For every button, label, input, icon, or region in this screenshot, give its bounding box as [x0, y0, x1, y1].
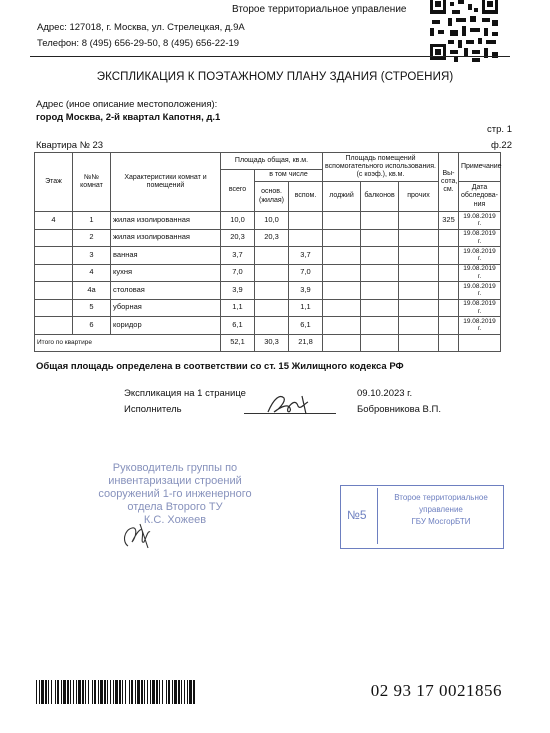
cell-desc: жилая изолированная: [111, 229, 221, 247]
cell-balcony: [361, 247, 399, 265]
stamp-text-line: Второе территориальное: [394, 493, 488, 502]
totals-aux: 21,8: [289, 334, 323, 352]
cell-balcony: [361, 212, 399, 230]
stamp-line: Руководитель группы по: [112, 462, 238, 474]
org-address: Адрес: 127018, г. Москва, ул. Стрелецкая, д.9А: [37, 22, 245, 33]
header-other: прочих: [399, 182, 439, 212]
table-row: [35, 229, 501, 247]
registration-number: 02 93 17 0021856: [370, 681, 502, 700]
totals-total: 52,1: [221, 334, 255, 352]
header-aux: вспом.: [289, 182, 323, 212]
cell-total: 1,1: [221, 299, 255, 317]
cell-other: [399, 317, 439, 335]
header-height: Вы-сота, см.: [439, 153, 459, 212]
header-aux-area: Площадь помещений вспомогательного использования.(с коэф.), кв.м.: [323, 153, 439, 182]
page-number: стр. 1: [487, 124, 512, 135]
cell-other: [399, 212, 439, 230]
cell-aux: 6,1: [289, 317, 323, 335]
cell-height: [439, 317, 459, 335]
totals-main: 30,3: [255, 334, 289, 352]
cell-desc: уборная: [111, 299, 221, 317]
cell-room: 2: [73, 229, 111, 247]
cell-balcony: [361, 299, 399, 317]
header-room-no: №№ комнат: [73, 153, 111, 212]
cell-balcony: [361, 282, 399, 300]
cell-desc: коридор: [111, 317, 221, 335]
table-row: [35, 264, 501, 282]
cell-floor: [35, 229, 73, 247]
cell-date: 19.08.2019 г.: [459, 282, 501, 300]
cell-floor: [35, 264, 73, 282]
cell-room: 4а: [73, 282, 111, 300]
cell-date: 19.08.2019 г.: [459, 264, 501, 282]
cell-desc: кухня: [111, 264, 221, 282]
stamp-text: [381, 492, 501, 528]
bti-stamp: [340, 485, 504, 549]
cell-loggia: [323, 212, 361, 230]
cell-other: [399, 282, 439, 300]
cell-total: 3,9: [221, 282, 255, 300]
stamp-number: №5: [347, 508, 367, 522]
cell-aux: 3,7: [289, 247, 323, 265]
cell-room: 4: [73, 264, 111, 282]
cell-aux: 3,9: [289, 282, 323, 300]
stamp-line: сооружений 1-го инженерного: [98, 488, 252, 500]
cell-main: [255, 299, 289, 317]
cell-height: [439, 282, 459, 300]
cell-floor: [35, 247, 73, 265]
cell-main: [255, 247, 289, 265]
cell-other: [399, 299, 439, 317]
cell-date: 19.08.2019 г.: [459, 212, 501, 230]
signature-date: 09.10.2023 г.: [357, 388, 413, 399]
address-label: Адрес (иное описание местоположения):: [36, 99, 218, 110]
header-characteristics: Характеристики комнат и помещений: [111, 153, 221, 212]
cell-total: 6,1: [221, 317, 255, 335]
table-row: [35, 317, 501, 335]
group-leader-stamp: [80, 462, 270, 527]
area-note: Общая площадь определена в соответствии со ст. 15 Жилищного кодекса РФ: [36, 361, 404, 372]
cell-main: 20,3: [255, 229, 289, 247]
cell-room: 3: [73, 247, 111, 265]
cell-aux: [289, 212, 323, 230]
totals-label: Итого по квартире: [35, 334, 221, 352]
header-total: всего: [221, 170, 255, 212]
cell-floor: 4: [35, 212, 73, 230]
stamp-divider: [377, 488, 378, 544]
cell-balcony: [361, 229, 399, 247]
header-survey-date: Дата обследова-ния: [459, 182, 501, 212]
cell-date: 19.08.2019 г.: [459, 317, 501, 335]
cell-floor: [35, 317, 73, 335]
executor-label: Исполнитель: [124, 404, 182, 415]
cell-height: [439, 247, 459, 265]
address-value: город Москва, 2-й квартал Капотня, д.1: [36, 112, 221, 123]
cell-room: 5: [73, 299, 111, 317]
barcode-icon: [36, 680, 196, 704]
cell-main: [255, 317, 289, 335]
cell-main: [255, 264, 289, 282]
cell-height: [439, 299, 459, 317]
cell-desc: жилая изолированная: [111, 212, 221, 230]
cell-loggia: [323, 229, 361, 247]
table-row: [35, 299, 501, 317]
header-incl: в том числе: [255, 170, 323, 182]
cell-main: [255, 282, 289, 300]
header-total-area: Площадь общая, кв.м.: [221, 153, 323, 170]
totals-row: [35, 334, 501, 352]
cell-loggia: [323, 282, 361, 300]
cell-aux: 7,0: [289, 264, 323, 282]
cell-date: 19.08.2019 г.: [459, 247, 501, 265]
qr-code-icon: [428, 0, 500, 62]
header-divider: [30, 56, 510, 57]
cell-height: 325: [439, 212, 459, 230]
cell-total: 10,0: [221, 212, 255, 230]
cell-floor: [35, 299, 73, 317]
org-name: Второе территориальное управление: [232, 4, 407, 15]
leader-signature-icon: [118, 520, 158, 552]
cell-total: 3,7: [221, 247, 255, 265]
cell-balcony: [361, 317, 399, 335]
header-balcony: балконов: [361, 182, 399, 212]
cell-height: [439, 264, 459, 282]
table-row: [35, 212, 501, 230]
cell-loggia: [323, 317, 361, 335]
cell-loggia: [323, 299, 361, 317]
cell-loggia: [323, 247, 361, 265]
header-note: Примечание: [459, 153, 501, 182]
header-loggia: лоджий: [323, 182, 361, 212]
stamp-text-line: управление: [419, 505, 463, 514]
cell-other: [399, 247, 439, 265]
stamp-text-line: ГБУ МосгорБТИ: [411, 517, 471, 526]
table-row: [35, 282, 501, 300]
cell-room: 1: [73, 212, 111, 230]
cell-balcony: [361, 264, 399, 282]
cell-date: 19.08.2019 г.: [459, 229, 501, 247]
signature-icon: [262, 392, 326, 418]
cell-aux: 1,1: [289, 299, 323, 317]
org-phone: Телефон: 8 (495) 656-29-50, 8 (495) 656-22-19: [37, 38, 240, 49]
cell-total: 20,3: [221, 229, 255, 247]
stamp-line: К.С. Хожеев: [143, 514, 207, 526]
cell-other: [399, 264, 439, 282]
stamp-line: отдела Второго ТУ: [127, 501, 223, 513]
form-code: ф.22: [490, 140, 512, 151]
cell-aux: [289, 229, 323, 247]
cell-desc: ванная: [111, 247, 221, 265]
cell-date: 19.08.2019 г.: [459, 299, 501, 317]
explication-table: [34, 152, 501, 352]
cell-other: [399, 229, 439, 247]
cell-room: 6: [73, 317, 111, 335]
cell-main: 10,0: [255, 212, 289, 230]
cell-floor: [35, 282, 73, 300]
apartment-number: Квартира № 23: [36, 140, 104, 151]
cell-total: 7,0: [221, 264, 255, 282]
stamp-line: инвентаризации строений: [108, 475, 242, 487]
cell-desc: столовая: [111, 282, 221, 300]
table-row: [35, 247, 501, 265]
pages-label: Экспликация на 1 странице: [124, 388, 246, 399]
document-title: ЭКСПЛИКАЦИЯ К ПОЭТАЖНОМУ ПЛАНУ ЗДАНИЯ (СТРОЕНИЯ): [96, 71, 454, 83]
header-floor: Этаж: [35, 153, 73, 212]
executor-name: Бобровникова В.П.: [357, 404, 441, 415]
cell-height: [439, 229, 459, 247]
header-main: основ. (жилая): [255, 182, 289, 212]
cell-loggia: [323, 264, 361, 282]
